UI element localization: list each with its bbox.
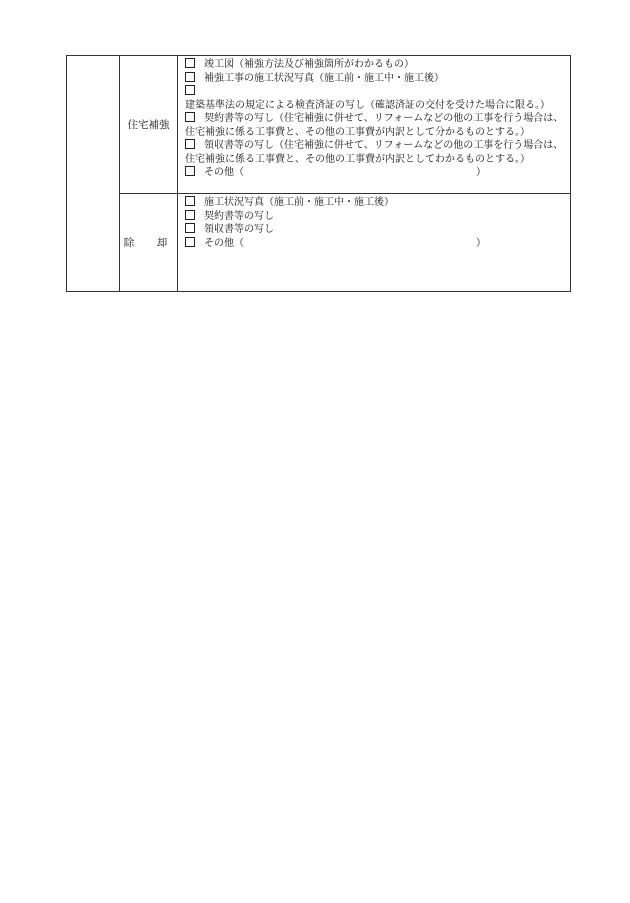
list-item: 補強工事の施工状況写真（施工前・施工中・施工後）	[185, 72, 566, 86]
list-item: 契約書等の写し	[185, 210, 566, 224]
items-cell	[178, 194, 571, 292]
checkbox[interactable]	[185, 210, 195, 220]
list-item-other: その他（ ）	[185, 166, 566, 180]
list-item: 領収書等の写し	[185, 223, 566, 237]
category-cell: 住宅補強	[120, 56, 178, 194]
category-cell: 除 却	[120, 194, 178, 292]
list-item: 領収書等の写し（住宅補強に併せて、リフォームなどの他の工事を行う場合は、住宅補強に係る工事費と、その他の工事費が内訳としてわかるものとする。）	[185, 140, 564, 165]
list-item: 施工状況写真（施工前・施工中・施工後）	[185, 196, 566, 210]
items-cell	[178, 56, 571, 194]
checkbox[interactable]	[185, 139, 195, 149]
checkbox[interactable]	[185, 237, 195, 247]
checkbox[interactable]	[185, 72, 195, 82]
list-item-other: その他（ ）	[185, 237, 566, 251]
table-row	[67, 56, 571, 194]
checkbox[interactable]	[185, 85, 195, 95]
list-item: 建築基準法の規定による検査済証の写し（確認済証の交付を受けた場合に限る。）	[185, 85, 566, 112]
table-row	[67, 194, 571, 292]
checkbox[interactable]	[185, 196, 195, 206]
left-blank-cell	[67, 56, 120, 292]
checkbox[interactable]	[185, 112, 195, 122]
checkbox[interactable]	[185, 58, 195, 68]
checkbox[interactable]	[185, 166, 195, 176]
list-item: 竣工図（補強方法及び補強箇所がわかるもの）	[185, 58, 566, 72]
list-item: 契約書等の写し（住宅補強に併せて、リフォームなどの他の工事を行う場合は、住宅補強に係る工事費と、その他の工事費が内訳として分かるものとする。）	[185, 113, 564, 138]
checkbox[interactable]	[185, 223, 195, 233]
document-table	[66, 55, 571, 292]
